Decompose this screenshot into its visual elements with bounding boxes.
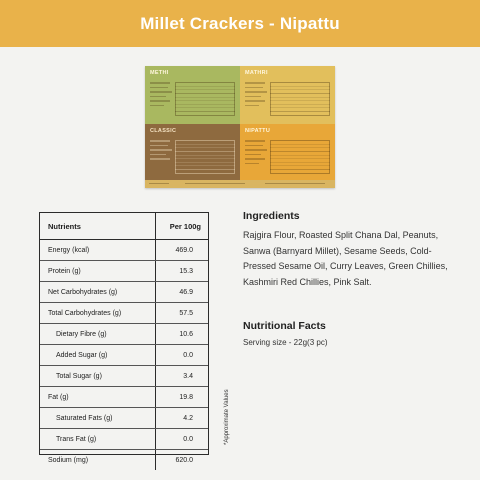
quadrant-classic: [145, 124, 240, 180]
nutrient-value: 19.8: [179, 393, 193, 401]
product-box-image: [145, 66, 335, 188]
table-row: [40, 366, 208, 387]
table-row: [40, 303, 208, 324]
ingredients-heading: Ingredients: [243, 210, 300, 222]
table-row: [40, 324, 208, 345]
nutrition-table-header: [40, 213, 208, 240]
nutrient-name: Saturated Fats (g): [40, 408, 156, 428]
header-per-100g: Per 100g: [169, 221, 201, 231]
nutrient-name: Fat (g): [40, 387, 156, 407]
quadrant-nipattu: [240, 124, 335, 180]
nutrient-name: Added Sugar (g): [40, 345, 156, 365]
quadrant-label: NIPATTU: [245, 128, 271, 134]
quadrant-label: MATHRI: [245, 70, 268, 76]
quadrant-label: METHI: [150, 70, 169, 76]
nutrient-value: 15.3: [179, 267, 193, 275]
table-row: [40, 450, 208, 470]
approximate-values-note: *Approximate Values: [224, 389, 230, 445]
quadrant-label: CLASSIC: [150, 128, 177, 134]
ingredients-text: Rajgira Flour, Roasted Split Chana Dal, Peanuts, Sanwa (Barnyard Millet), Sesame Seeds, Cold-Pressed Sesame Oil, Curry Leaves, Green Chillies, Kashmiri Red Chillies, Pink Salt.: [243, 230, 448, 287]
nutrient-name: Dietary Fibre (g): [40, 324, 156, 344]
nutrient-name: Trans Fat (g): [40, 429, 156, 449]
nutrient-value: 469.0: [175, 246, 193, 254]
nutrient-value: 4.2: [183, 414, 193, 422]
nutrition-table: [39, 212, 209, 464]
table-row: [40, 345, 208, 366]
quadrant-methi: [145, 66, 240, 124]
mini-nutrition-table: [270, 82, 330, 116]
table-row: [40, 240, 208, 261]
nutrient-value: 620.0: [175, 456, 193, 464]
nutrient-name: Sodium (mg): [40, 450, 156, 470]
nutrient-value: 0.0: [183, 351, 193, 359]
box-bottom-strip: [145, 180, 335, 188]
nutrient-name: Total Sugar (g): [40, 366, 156, 386]
nutrient-value: 0.0: [183, 435, 193, 443]
nutrient-name: Protein (g): [40, 261, 156, 281]
nutrient-name: Total Carbohydrates (g): [40, 303, 156, 323]
nutrient-value: 57.5: [179, 309, 193, 317]
title-banner: [0, 0, 480, 47]
mini-nutrition-table: [175, 140, 235, 174]
table-row: [40, 261, 208, 282]
header-nutrients: Nutrients: [40, 213, 156, 239]
nutrient-name: Net Carbohydrates (g): [40, 282, 156, 302]
table-row: [40, 408, 208, 429]
mini-nutrition-table: [270, 140, 330, 174]
serving-size: Serving size - 22g(3 pc): [243, 338, 328, 347]
nutritional-facts-heading: Nutritional Facts: [243, 320, 326, 332]
quadrant-mathri: [240, 66, 335, 124]
page-title: Millet Crackers - Nipattu: [140, 13, 340, 33]
table-row: [40, 429, 208, 450]
nutrient-value: 3.4: [183, 372, 193, 380]
mini-nutrition-table: [175, 82, 235, 116]
nutrient-value: 10.6: [179, 330, 193, 338]
table-row: [40, 387, 208, 408]
nutrient-value: 46.9: [179, 288, 193, 296]
table-row: [40, 282, 208, 303]
nutrient-name: Energy (kcal): [40, 240, 156, 260]
